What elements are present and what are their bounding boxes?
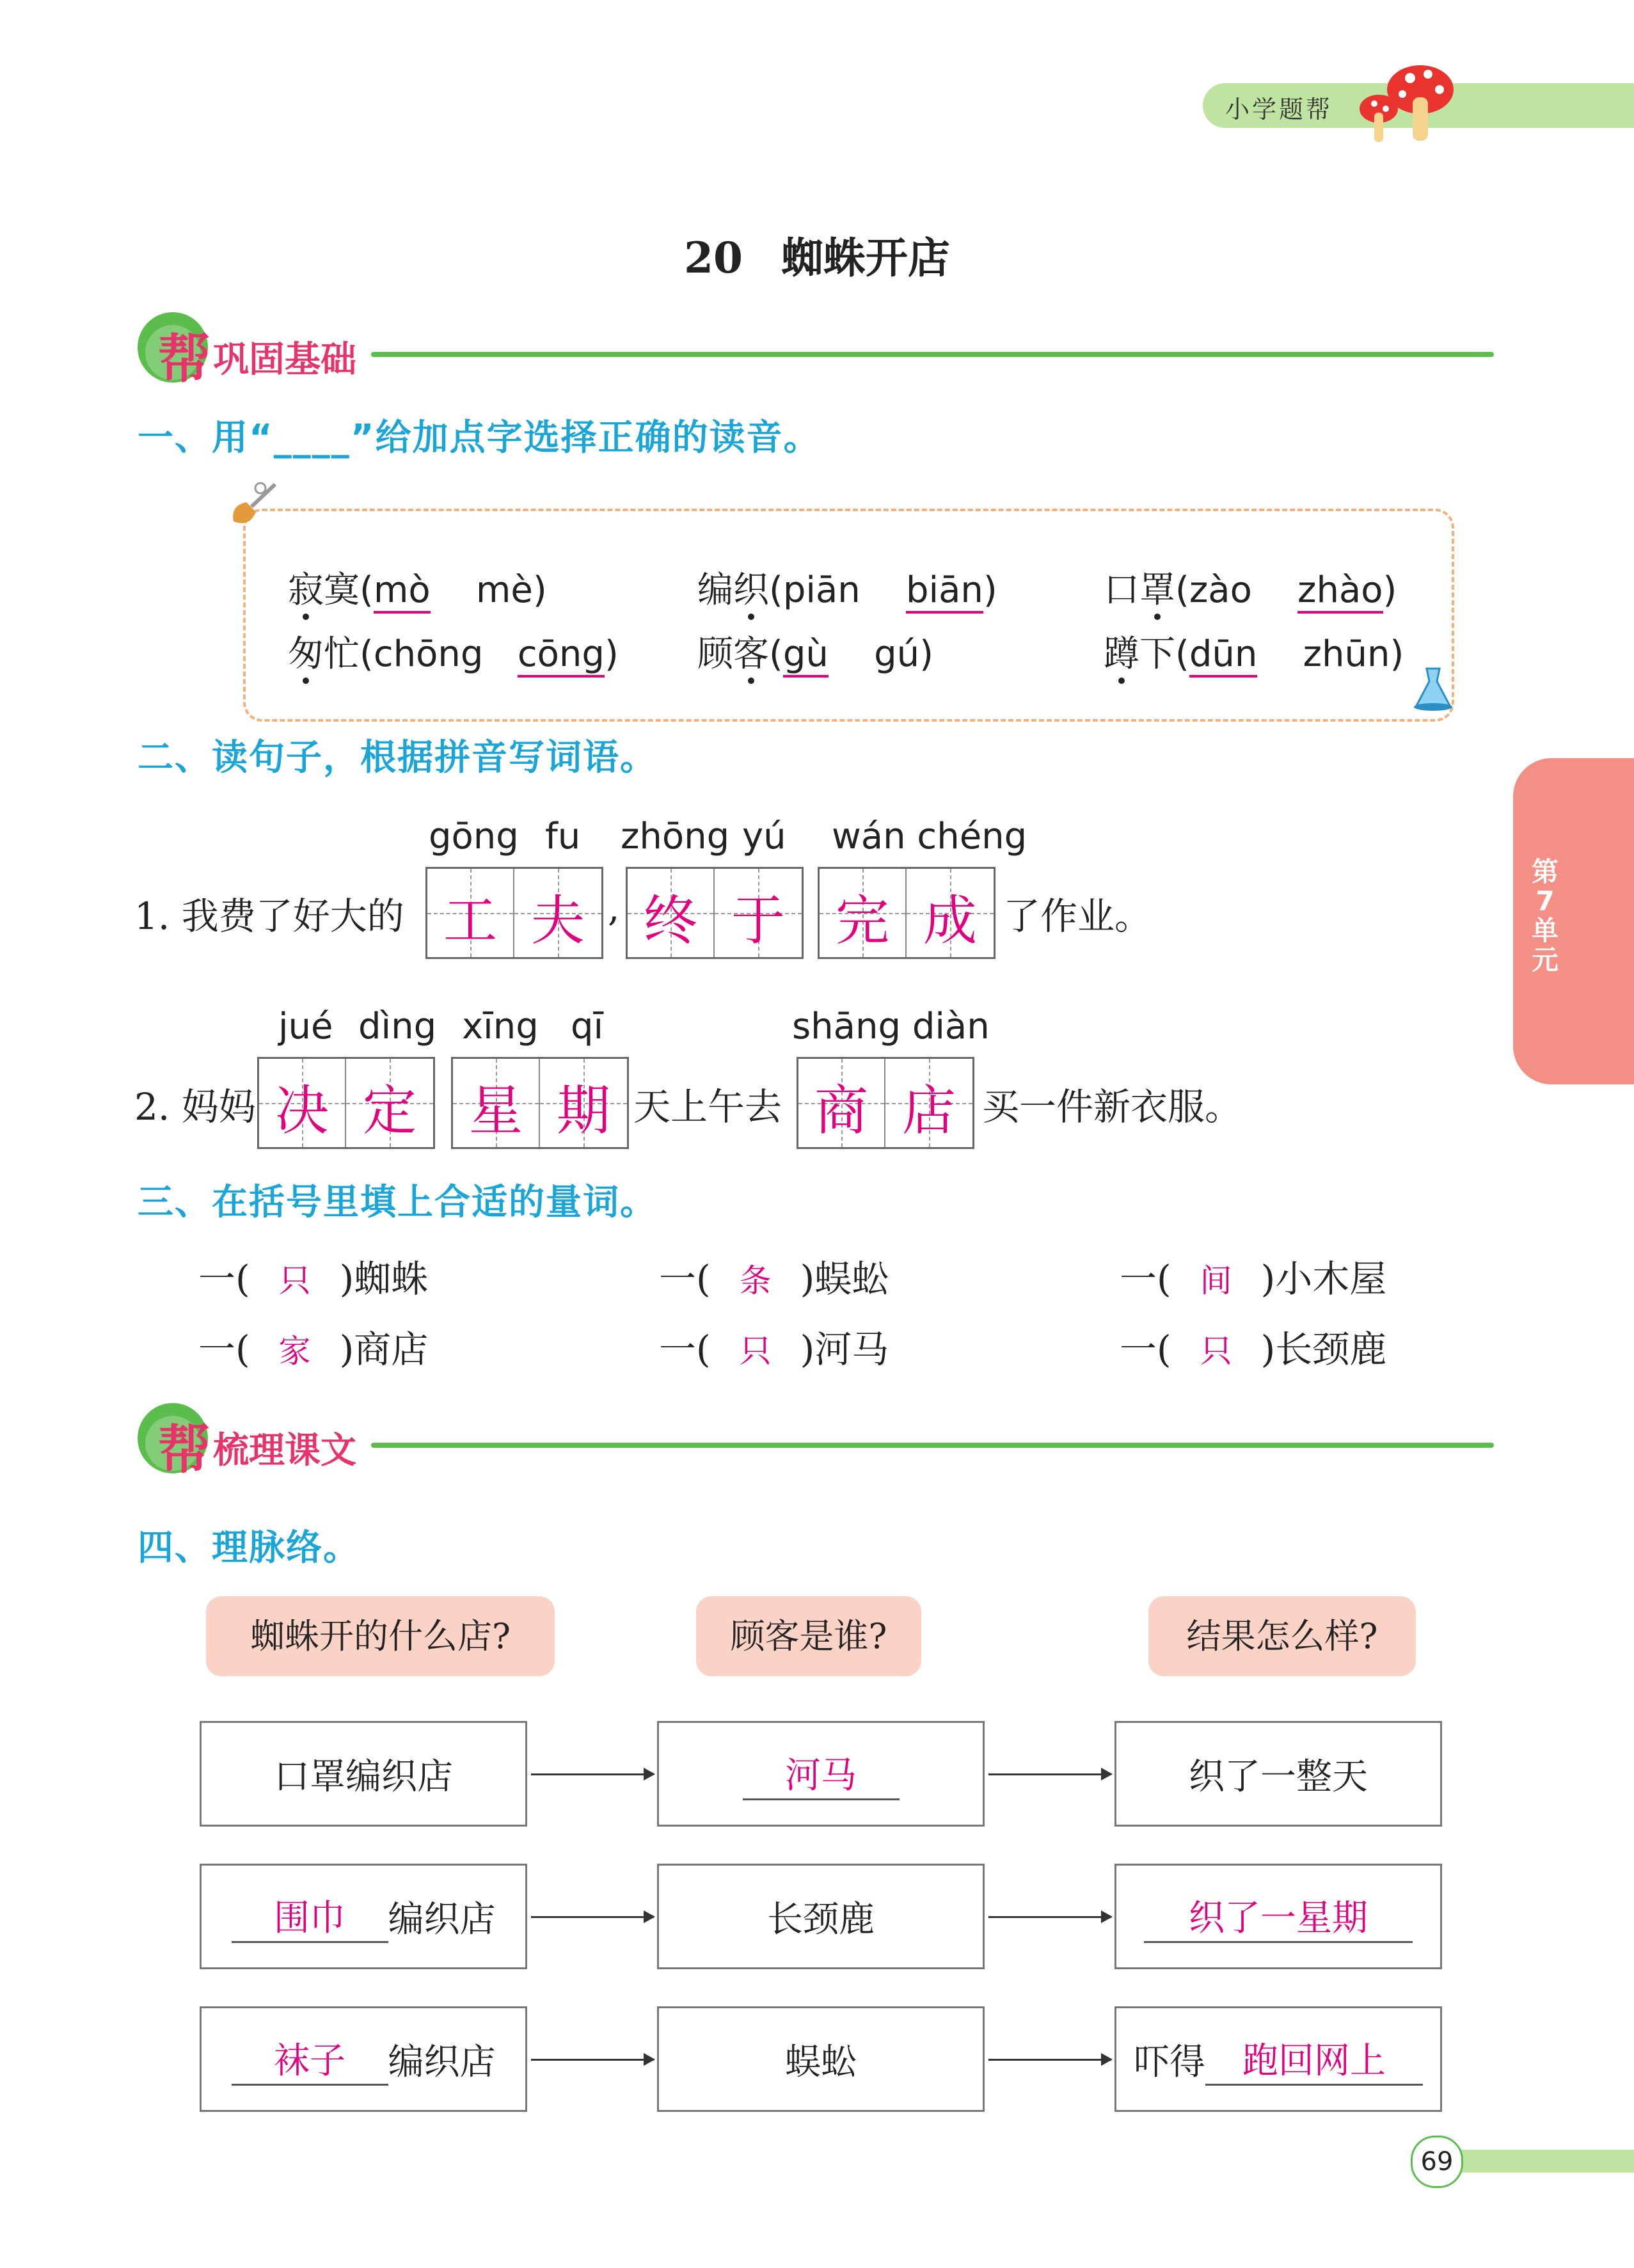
sentence-text: 妈妈 (181, 1085, 256, 1129)
char: 忙 (324, 633, 360, 675)
sentence-2-middle: 天上午去 (633, 1085, 782, 1129)
sentence-1-start (134, 886, 404, 940)
char: 下 (1139, 633, 1175, 675)
answer-char: 商 (814, 1079, 868, 1142)
mushroom-icon (1356, 59, 1465, 148)
noun: 小木屋 (1275, 1257, 1387, 1301)
option: chōng (373, 633, 484, 675)
answer-char: 成 (923, 889, 977, 952)
answer: 袜子 (232, 2033, 388, 2086)
char: 顾 (697, 633, 733, 675)
grid-cell (798, 1059, 885, 1147)
lesson-name: 蜘蛛开店 (781, 234, 950, 283)
section-banner-consolidate (138, 307, 1494, 390)
comma: , (608, 886, 620, 930)
pinyin: gōng (429, 816, 519, 857)
grid-cell (715, 869, 802, 957)
option: zhūn (1303, 633, 1390, 675)
flow-box-shop (200, 2006, 527, 2112)
grid-cell (820, 869, 907, 957)
sentence-number: 2. (134, 1085, 170, 1129)
sentence-2-end: 买一件新衣服。 (982, 1085, 1242, 1129)
option-selected: cōng (518, 633, 605, 678)
customer-text: 长颈鹿 (767, 1898, 875, 1940)
option-selected: dūn (1189, 633, 1258, 678)
flask-icon (1408, 662, 1459, 713)
bracket-open: 一( (198, 1257, 250, 1301)
pinyin: yú (742, 816, 786, 857)
char: 罩 (1139, 569, 1175, 611)
shop-text: 口罩编织店 (274, 1756, 453, 1798)
broom-icon (221, 477, 285, 534)
flow-box-shop (200, 1864, 527, 1969)
sentence-number: 1. (134, 894, 170, 938)
flow-box-customer (657, 1721, 985, 1827)
flow-box-result (1114, 2006, 1442, 2112)
answer-char: 终 (643, 889, 697, 952)
answer-char: 决 (274, 1079, 329, 1142)
option-selected: gù (783, 633, 829, 678)
option: mè (475, 569, 533, 611)
pinyin: shāng diàn (792, 1006, 990, 1047)
pinyin: wán chéng (832, 816, 1027, 857)
bracket-open: 一( (1120, 1257, 1171, 1301)
lesson-number: 20 (684, 233, 743, 283)
arrow-icon (988, 2059, 1111, 2061)
char: 寞 (324, 569, 360, 611)
answer: 只 (739, 1333, 772, 1370)
char: 织 (733, 569, 769, 611)
answer-char: 工 (443, 889, 497, 952)
bracket-close: ) (800, 1257, 815, 1301)
arrow-icon (531, 1916, 654, 1918)
section-banner-sort (138, 1398, 1494, 1480)
char: 寂 (288, 569, 324, 611)
q1-item-1: 寂寞(mò mè) (288, 562, 547, 613)
answer: 家 (278, 1333, 311, 1370)
writing-grid (818, 867, 995, 959)
option-selected: mò (374, 569, 431, 614)
q3-heading: 三、在括号里填上合适的量词。 (138, 1182, 657, 1223)
answer: 只 (1200, 1333, 1232, 1370)
bracket-open: 一( (659, 1328, 711, 1371)
char: 蹲 (1104, 633, 1139, 675)
writing-grid (797, 1057, 974, 1149)
bracket-open: 一( (659, 1257, 711, 1301)
banner-bang: 帮 (158, 328, 211, 390)
answer-char: 夫 (530, 889, 585, 952)
customer-text: 蜈蚣 (785, 2041, 857, 2083)
arrow-icon (531, 2059, 654, 2061)
answer-char: 于 (731, 889, 785, 952)
grid-cell (885, 1059, 972, 1147)
pinyin: zhōng (621, 816, 730, 857)
writing-grid (257, 1057, 435, 1149)
measure-word-item (198, 1249, 428, 1303)
banner-line (371, 352, 1494, 357)
noun: 长颈鹿 (1275, 1328, 1387, 1371)
grid-cell (540, 1059, 627, 1147)
measure-word-item (198, 1319, 428, 1373)
char: 编 (697, 569, 733, 611)
answer-char: 定 (362, 1079, 416, 1142)
grid-cell (907, 869, 994, 957)
noun: 商店 (354, 1328, 429, 1371)
answer: 河马 (743, 1747, 900, 1800)
arrow-icon (988, 1916, 1111, 1918)
option-selected: zhào (1297, 569, 1383, 614)
option-selected: biān (906, 569, 983, 614)
bracket-open: 一( (198, 1328, 250, 1371)
result-text: 吓得 (1134, 2041, 1205, 2083)
answer-char: 完 (835, 889, 889, 952)
pinyin: dìng (358, 1006, 437, 1047)
writing-grid (626, 867, 804, 959)
measure-word-item (659, 1319, 889, 1373)
q1-item-2: 编织(piān biān) (697, 562, 997, 613)
flow-box-customer (657, 2006, 985, 2112)
answer: 围巾 (232, 1890, 388, 1943)
noun: 蜈蚣 (814, 1257, 889, 1301)
sentence-text: 我费了好大的 (181, 894, 404, 938)
grid-cell (346, 1059, 433, 1147)
answer: 只 (278, 1262, 311, 1299)
char: 客 (733, 633, 769, 675)
q1-heading: 一、用“____”给加点字选择正确的读音。 (138, 417, 821, 459)
q1-item-6: 蹲下(dūn zhūn) (1104, 626, 1404, 677)
bracket-close: ) (1260, 1257, 1276, 1301)
writing-grid (451, 1057, 629, 1149)
answer-char: 星 (468, 1079, 523, 1142)
shop-text: 编织店 (388, 1898, 496, 1940)
flow-box-shop (200, 1721, 527, 1827)
page-number-bar (1433, 2150, 1634, 2173)
flow-question: 结果怎么样? (1148, 1596, 1416, 1676)
pinyin: jué (278, 1006, 333, 1047)
flow-box-customer (657, 1864, 985, 1969)
answer: 织了一星期 (1144, 1890, 1413, 1943)
pinyin: qī (571, 1006, 604, 1047)
noun: 河马 (814, 1328, 889, 1371)
noun: 蜘蛛 (354, 1257, 429, 1301)
q2-heading: 二、读句子，根据拼音写词语。 (138, 737, 657, 779)
option: zào (1189, 569, 1252, 611)
bracket-close: ) (339, 1328, 354, 1371)
arrow-icon (988, 1773, 1111, 1775)
pinyin: fu (545, 816, 581, 857)
grid-cell (514, 869, 601, 957)
flow-box-result (1114, 1864, 1442, 1969)
grid-cell (259, 1059, 346, 1147)
answer: 间 (1200, 1262, 1232, 1299)
pinyin: xīng (462, 1006, 539, 1047)
grid-cell (628, 869, 715, 957)
option: gú (874, 633, 920, 675)
measure-word-item (659, 1249, 889, 1303)
answer-char: 店 (901, 1079, 956, 1142)
page-number: 69 (1411, 2136, 1463, 2188)
bracket-close: ) (800, 1328, 815, 1371)
flow-question: 蜘蛛开的什么店? (206, 1596, 555, 1676)
unit-tab-label: 第7单元 (1531, 856, 1559, 976)
char: 口 (1104, 569, 1139, 611)
flow-question: 顾客是谁? (696, 1596, 921, 1676)
arrow-icon (531, 1773, 654, 1775)
bracket-open: 一( (1120, 1328, 1171, 1371)
measure-word-item (1120, 1249, 1386, 1303)
q1-item-5: 顾客(gù gú) (697, 626, 933, 677)
measure-word-item (1120, 1319, 1386, 1373)
lesson-title (0, 224, 1634, 285)
grid-cell (427, 869, 514, 957)
answer: 跑回网上 (1205, 2033, 1423, 2086)
q1-box (243, 509, 1454, 722)
q4-heading: 四、理脉络。 (138, 1527, 360, 1569)
writing-grid (425, 867, 603, 959)
banner-bang: 帮 (158, 1419, 211, 1480)
answer: 条 (739, 1262, 772, 1299)
q1-item-3: 口罩(zào zhào) (1104, 562, 1397, 613)
shop-text: 编织店 (388, 2041, 496, 2083)
banner-label: 梳理课文 (213, 1430, 356, 1471)
option: piān (782, 569, 861, 611)
result-text: 织了一整天 (1189, 1756, 1368, 1798)
grid-cell (453, 1059, 540, 1147)
bracket-close: ) (1260, 1328, 1276, 1371)
sentence-1-end: 了作业。 (1003, 894, 1152, 938)
bracket-close: ) (339, 1257, 354, 1301)
banner-line (371, 1443, 1494, 1448)
banner-label: 巩固基础 (213, 339, 356, 381)
answer-char: 期 (556, 1079, 610, 1142)
flow-box-result (1114, 1721, 1442, 1827)
char: 匆 (288, 633, 324, 675)
sentence-2-start (134, 1077, 256, 1130)
brand-name: 小学题帮 (1225, 95, 1333, 123)
q1-item-4: 匆忙(chōng cōng) (288, 626, 619, 677)
